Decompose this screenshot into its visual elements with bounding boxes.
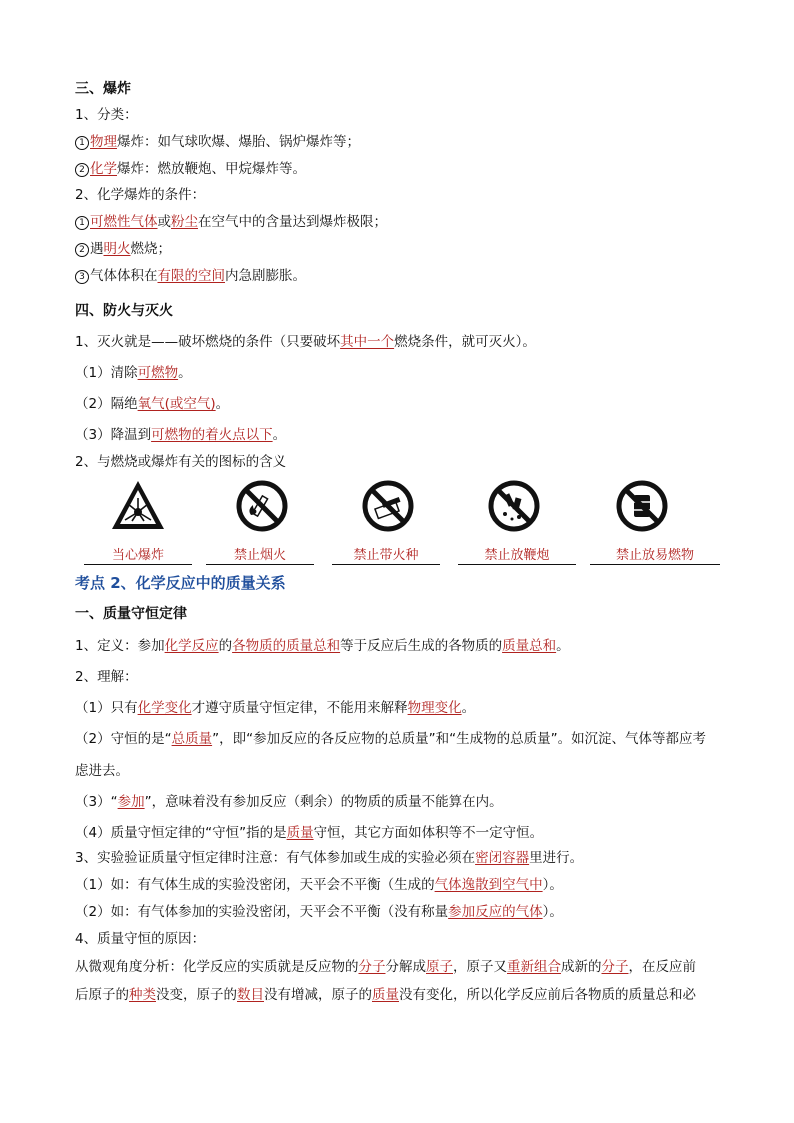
text: 或 [157, 214, 171, 230]
text: ）。 [542, 877, 563, 893]
no-fire-icon [234, 478, 290, 534]
text: （2）如：有气体参加的实验没密闭，天平会不平衡（没有称量 [75, 904, 449, 920]
text: （2）守恒的是“ [75, 731, 172, 747]
circle-number: 1 [75, 136, 89, 150]
icon-caption: 禁止带火种 [332, 544, 440, 565]
text: （3）“ [75, 794, 118, 810]
answer-blank: 粉尘 [171, 214, 198, 230]
text: 守恒，其它方面如体积等不一定守恒。 [313, 825, 544, 841]
text: ，原子又 [453, 959, 507, 975]
answer-blank: 物理 [90, 134, 117, 150]
icon-caption: 禁止烟火 [206, 544, 314, 565]
text: 。 [215, 396, 230, 412]
answer-blank: 质量 [372, 987, 399, 1003]
text: 从微观角度分析：化学反应的实质就是反应物的 [75, 959, 359, 975]
circle-number: 2 [75, 243, 89, 257]
text: ，在反应前 [628, 959, 696, 975]
line-reason: 4、质量守恒的原因： [75, 931, 206, 947]
line-reason-1 [75, 958, 696, 976]
subsection-title: 一、质量守恒定律 [75, 606, 187, 622]
text: 1、定义：参加 [75, 638, 165, 654]
line-conditions: 2、化学爆炸的条件： [75, 187, 206, 203]
line-understanding: 2、理解： [75, 669, 138, 685]
answer-blank: 各物质的质量总和 [232, 638, 341, 654]
text: 气体体积在 [90, 268, 158, 284]
answer-blank: 可燃物 [137, 365, 179, 381]
text: 。 [272, 427, 287, 443]
text: ”，意味着没有参加反应（剩余）的物质的质量不能算在内。 [144, 794, 503, 810]
text: 。 [178, 365, 192, 381]
line-chemical-explosion [75, 160, 306, 178]
line-method-1 [75, 364, 192, 382]
text: 。 [461, 700, 476, 716]
icon-caption: 当心爆炸 [84, 544, 192, 565]
answer-blank: 种类 [129, 987, 156, 1003]
answer-blank: 数目 [237, 987, 264, 1003]
text: 等于反应后生成的各物质的 [340, 638, 503, 654]
text: 。 [556, 638, 570, 654]
answer-blank: 参加 [117, 794, 145, 810]
text: 燃烧条件，就可灭火）。 [394, 334, 536, 350]
no-kindling-icon [360, 478, 416, 534]
no-flammables-icon [614, 478, 670, 534]
text: 在空气中的含量达到爆炸极限； [198, 214, 387, 230]
text: 成新的 [561, 959, 602, 975]
line-physical-explosion [75, 133, 360, 151]
answer-blank: 物理变化 [407, 700, 462, 716]
answer-blank: 氧气(或空气) [137, 396, 216, 412]
line-understanding-3 [75, 793, 503, 811]
answer-blank: 化学 [90, 161, 117, 177]
line-method-2 [75, 395, 229, 413]
answer-blank: 质量 [286, 825, 314, 841]
text: 的 [218, 638, 233, 654]
line-condition-3 [75, 267, 306, 285]
line-understanding-2-cont: 虑进去。 [75, 763, 129, 779]
answer-blank: 明火 [103, 241, 131, 257]
line-classification: 1、分类： [75, 107, 138, 123]
answer-blank: 可燃物的着火点以下 [151, 427, 273, 443]
line-extinguish [75, 333, 536, 351]
line-experiment [75, 849, 583, 867]
line-icons-intro: 2、与燃烧或爆炸有关的图标的含义 [75, 454, 287, 470]
text: 3、实验验证质量守恒定律时注意：有气体参加或生成的实验必须在 [75, 850, 476, 866]
answer-blank: 质量总和 [502, 638, 557, 654]
text: ”，即“参加反应的各反应物的总质量”和“生成物的总质量”。如沉淀、气体等都应考 [212, 731, 707, 747]
text: 才遵守质量守恒定律，不能用来解释 [191, 700, 408, 716]
line-experiment-1 [75, 876, 563, 894]
text: ）。 [542, 904, 563, 920]
answer-blank: 化学反应 [164, 638, 219, 654]
text: 爆炸：如气球吹爆、爆胎、锅炉爆炸等； [117, 134, 360, 150]
icon-caption: 禁止放鞭炮 [458, 544, 576, 565]
line-condition-1 [75, 213, 387, 231]
text: 爆炸：燃放鞭炮、甲烷爆炸等。 [117, 161, 306, 177]
text: 分解成 [385, 959, 426, 975]
line-experiment-2 [75, 903, 563, 921]
answer-blank: 总质量 [171, 731, 213, 747]
circle-number: 1 [75, 216, 89, 230]
answer-blank: 其中一个 [340, 334, 395, 350]
line-definition [75, 637, 570, 655]
answer-blank: 可燃性气体 [90, 214, 158, 230]
icon-caption: 禁止放易燃物 [590, 544, 720, 565]
text: （2）隔绝 [75, 396, 138, 412]
answer-blank: 气体逸散到空气中 [434, 877, 543, 893]
text: （4）质量守恒定律的“守恒”指的是 [75, 825, 287, 841]
no-firecrackers-icon [486, 478, 542, 534]
text: 燃烧； [130, 241, 171, 257]
section-title-fire: 四、防火与灭火 [75, 303, 173, 319]
text: 没有变化，所以化学反应前后各物质的质量总和必 [399, 987, 696, 1003]
answer-blank: 化学变化 [137, 700, 192, 716]
answer-blank: 原子 [426, 959, 453, 975]
line-understanding-2 [75, 730, 706, 748]
line-reason-2 [75, 986, 696, 1004]
line-understanding-1 [75, 699, 475, 717]
circle-number: 3 [75, 270, 89, 284]
text: （1）只有 [75, 700, 138, 716]
answer-blank: 分子 [358, 959, 386, 975]
answer-blank: 密闭容器 [475, 850, 530, 866]
text: 后原子的 [75, 987, 129, 1003]
answer-blank: 分子 [601, 959, 629, 975]
text: 1、灭火就是——破坏燃烧的条件（只要破坏 [75, 334, 341, 350]
circle-number: 2 [75, 163, 89, 177]
section-title-explosion: 三、爆炸 [75, 81, 131, 97]
text: 没变，原子的 [156, 987, 237, 1003]
text: 内急剧膨胀。 [225, 268, 306, 284]
text: 没有增减，原子的 [264, 987, 372, 1003]
line-understanding-4 [75, 824, 543, 842]
answer-blank: 重新组合 [507, 959, 561, 975]
text: 里进行。 [529, 850, 584, 866]
line-method-3 [75, 426, 286, 444]
topic-title: 考点 2、化学反应中的质量关系 [75, 574, 286, 592]
text: （3）降温到 [75, 427, 152, 443]
safety-icons-row [0, 478, 794, 568]
line-condition-2 [75, 240, 171, 258]
answer-blank: 有限的空间 [157, 268, 225, 284]
text: （1）清除 [75, 365, 138, 381]
text: （1）如：有气体生成的实验没密闭，天平会不平衡（生成的 [75, 877, 435, 893]
text: 遇 [90, 241, 104, 257]
explosion-warning-icon [110, 478, 166, 534]
answer-blank: 参加反应的气体 [448, 904, 543, 920]
